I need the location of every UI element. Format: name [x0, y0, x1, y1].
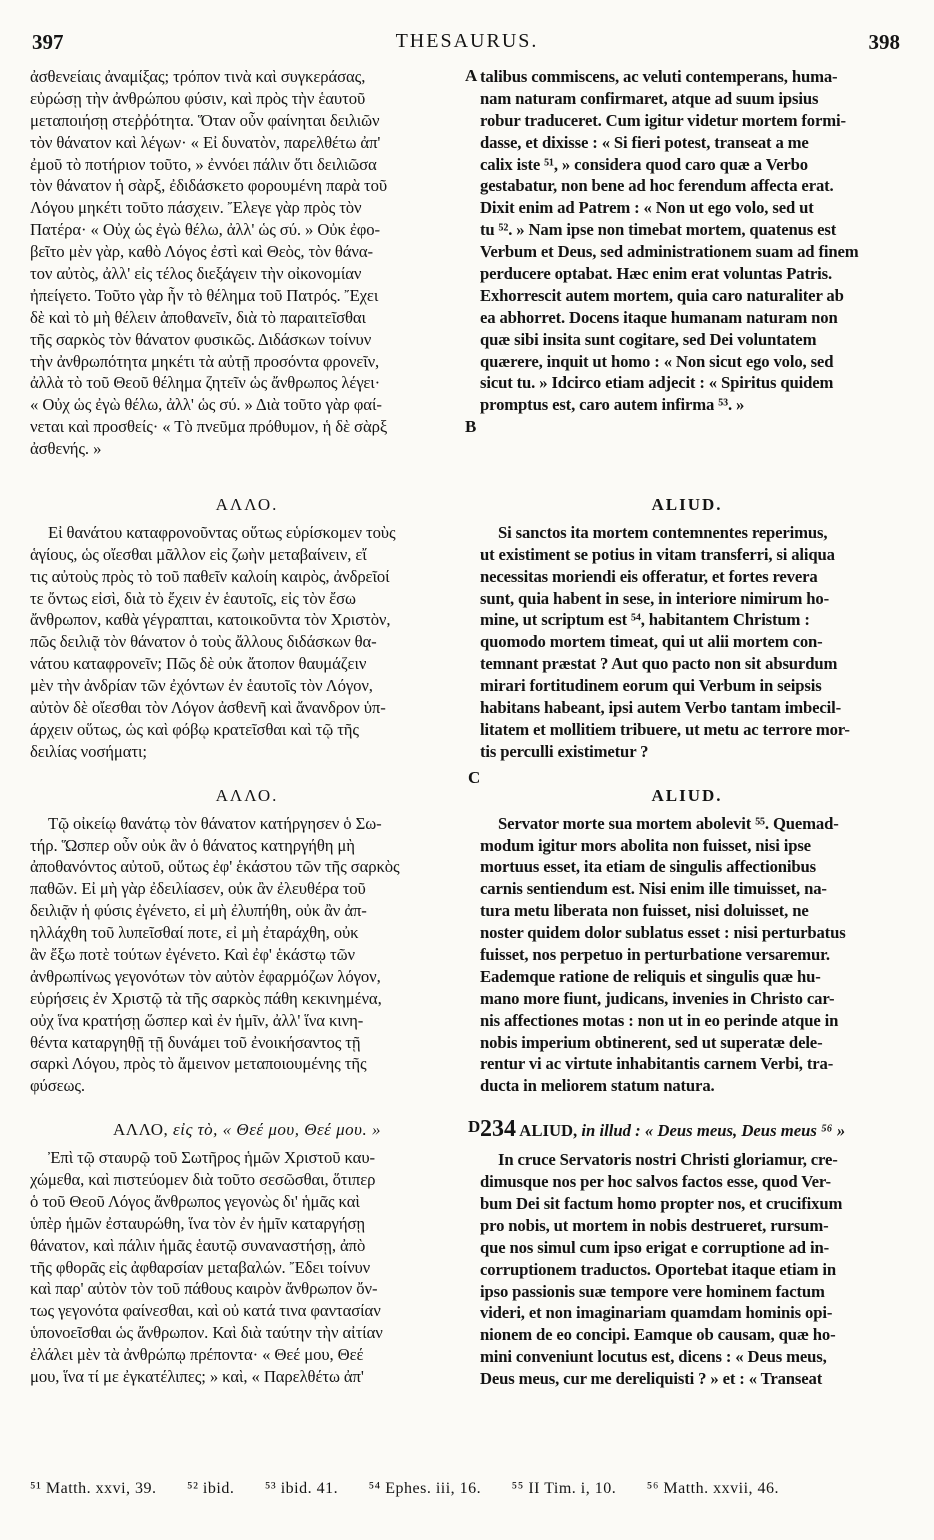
text-line: Servator morte sua mortem abolevit ⁵⁵. Quemad-: [498, 813, 839, 833]
text-line: temnant præstat ? Aut quo pacto non sit absurdum: [480, 654, 838, 674]
text-line: promptus est, caro autem infirma ⁵³. »: [480, 395, 745, 415]
text-line: τις αὐτοὺς πρὸς τὸ τοῦ παθεῖν καλοίη καιρὸς, ἀνδρεῖοί: [30, 566, 390, 586]
latin-section-1: [480, 522, 894, 763]
section-heading-latin-3: [480, 1116, 894, 1143]
text-line: ea abhorret. Docens itaque humanam naturam non: [480, 307, 838, 327]
text-line: θέντα καταργηθῇ τῇ δυνάμει τοῦ ἐνοικήσαντος τῇ: [30, 1032, 361, 1052]
text-line: ἀσθενείαις ἀναμίξας; τρόπον τινὰ καὶ συγκεράσας,: [30, 67, 366, 86]
text-line: μεταποιήσῃ στεῤῥότητα. Ὅταν οὖν φαίνηται δειλιῶν: [30, 110, 380, 130]
margin-marker-d: D: [468, 1117, 481, 1136]
text-line: mini conveniunt locutus est, dicens : « Deus meus,: [480, 1347, 827, 1367]
text-line: βεῖτο μὲν γὰρ, καθὸ Λόγος ἐστὶ καὶ Θεὸς, τὸν θάνα-: [30, 242, 373, 262]
text-line: calix iste ⁵¹, » considera quod caro quæ a Verbo: [480, 154, 808, 174]
text-line: ἀλλὰ τὸ τοῦ Θεοῦ θέλημα ζητεῖν ὡς ἄνθρωπος λέγει·: [30, 373, 381, 393]
heading-subtitle: in illud : « Deus meus, Deus meus ⁵⁶ »: [581, 1121, 846, 1141]
text-line: Τῷ οἰκείῳ θανάτῳ τὸν θάνατον κατήργησεν ὁ Σω-: [48, 813, 382, 833]
text-line: ὑπονοεῖσθαι ὡς ἄνθρωπον. Καὶ διὰ ταύτην τὴν αἰτίαν: [30, 1323, 383, 1343]
text-line: videri, et non imaginariam quamdam hominis opi-: [480, 1303, 833, 1323]
text-line: τὴν ἀνθρωπότητα μηκέτι τὰ αὐτῇ προσόντα φρονεῖν,: [30, 351, 380, 371]
text-line: sunt, quia habent in sese, in interiore nimirum ho-: [480, 588, 830, 608]
latin-intro: [480, 66, 894, 460]
section-heading-latin-1: ALIUD.: [651, 495, 723, 515]
text-line: δὲ καὶ τὸ μὴ θέλειν ἀποθανεῖν, διὰ τὸ παραιτεῖσθαι: [30, 307, 366, 327]
text-line: ut existiment se potius in vitam transferri, si aliqua: [480, 544, 835, 564]
text-line: ἐλάλει μὲν τὰ ἀνθρώπῳ πρέποντα· « Θεέ μου, Θεέ: [30, 1345, 364, 1365]
text-line: χώμεθα, καὶ πιστεύομεν διὰ τοῦτο σεσῶσθαι, ὅτιπερ: [30, 1169, 376, 1189]
text-line: perducere optabat. Hæc enim erat voluntas Patris.: [480, 264, 833, 284]
text-line: ἀσθενής. »: [30, 439, 102, 459]
text-line: tura metu liberata non fuisset, nisi doluisset, ne: [480, 901, 809, 921]
text-line: μου, ἵνα τί με ἐγκατέλιπες; » καὶ, « Παρελθέτω ἀπ': [30, 1366, 364, 1386]
page-header: [0, 30, 934, 64]
text-line: talibus commiscens, ac veluti contemperans, huma-: [480, 67, 838, 86]
text-line: τῆς σαρκὸς τὸν θάνατον φυσικῶς. Διδάσκων τοίνυν: [30, 329, 372, 349]
text-line: τον αὐτὸς, ἀλλ' εἰς τέλος διεξάγειν τὴν οἰκονομίαν: [30, 264, 362, 284]
footnote: ⁵³ ibid. 41.: [264, 1480, 339, 1497]
text-line: Deus meus, cur me dereliquisti ? » et : « Transeat: [480, 1369, 823, 1389]
margin-marker-b: B: [465, 417, 477, 436]
text-line: habitans habeant, ipsi autem Verbo tantam imbecil-: [480, 698, 842, 718]
running-title: THESAURUS.: [395, 30, 539, 52]
text-line: ἁγίους, ὡς οἴεσθαι μᾶλλον εἰς ζωὴν μεταβαίνειν, εἴ: [30, 544, 367, 564]
text-line: Εἰ θανάτου καταφρονοῦντας οὕτως εὑρίσκομεν τοὺς: [48, 522, 396, 542]
text-line: sicut tu. » Idcirco etiam adjecit : « Spiritus quidem: [480, 373, 834, 393]
text-line: quæ sibi insita sunt cogitare, sed Dei voluntatem: [480, 329, 817, 349]
text-line: καὶ παρ' αὐτὸν τὸν τοῦ πάθους καιρὸν ἄνθρωπον ὄν-: [30, 1279, 378, 1299]
text-line: δειλίας νοσήματι;: [30, 741, 147, 761]
text-line: pro nobis, ut mortem in nobis destrueret, rursum-: [480, 1215, 829, 1235]
text-line: tu ⁵². » Nam ipse non timebat mortem, quatenus est: [480, 220, 837, 240]
text-line: Si sanctos ita mortem contemnentes reperimus,: [498, 522, 828, 542]
text-line: εὑρήσεις ἐν Χριστῷ τὰ τῆς σαρκὸς πάθη κεκινημένα,: [30, 988, 382, 1008]
footnotes: [30, 1480, 910, 1498]
text-line: Dixit enim ad Patrem : « Non ut ego volo, sed ut: [480, 198, 814, 218]
text-line: noster quidem dolor sublatus esset : nisi perturbatus: [480, 923, 846, 943]
text-line: modum igitur mors abolita non fuisset, nisi ipse: [480, 835, 811, 855]
text-line-blank: [480, 438, 894, 460]
text-line: τῆς φθορᾶς εἰς ἀφθαρσίαν μεταβαλών. Ἔδει τοίνυν: [30, 1257, 371, 1277]
text-line: θάνατον, καὶ πάλιν ἡμᾶς ἑαυτῷ συναναστήσῃ, ἀπὸ: [30, 1235, 366, 1255]
text-line: τήρ. Ὥσπερ οὖν οὐκ ἂν ὁ θάνατος κατηργήθη μὴ: [30, 835, 355, 855]
footnote: ⁵⁵ II Tim. i, 10.: [511, 1480, 617, 1497]
section-number: 234: [480, 1116, 516, 1143]
text-line: αὐτὸν δὲ οἴεσθαι τὸν Λόγον ἀσθενῆ καὶ ἄνανδρον ὑπ-: [30, 698, 386, 718]
text-line: ἀποθανόντος αὐτοῦ, οὕτως ἐφ' ἑκάστου τῶν τῆς σαρκὸς: [30, 857, 400, 877]
text-line: νεται καὶ προσθείς· « Τὸ πνεῦμα πρόθυμον, ἡ δὲ σὰρξ: [30, 417, 388, 437]
text-line: Verbum et Deus, sed administrationem suam ad finem: [480, 242, 859, 262]
greek-column: [30, 66, 464, 1388]
heading-main: ALIUD,: [519, 1121, 578, 1141]
text-line: robur traduceret. Cum igitur videtur mortem formi-: [480, 110, 846, 130]
text-line: nionem de eo concipi. Eamque ob causam, quæ ho-: [480, 1325, 836, 1345]
margin-marker-a: A: [465, 66, 478, 85]
text-line: τὸν θάνατον καὶ λέγων· « Εἰ δυνατὸν, παρελθέτω ἀπ': [30, 132, 381, 152]
text-line: nis affectiones motas : non ut in eo perinde atque in: [480, 1010, 839, 1030]
heading-main: ΑΛΛΟ,: [113, 1120, 169, 1140]
text-line: νάτου καταφρονεῖν; Πῶς δὲ οὐκ ἄτοπον θαυμάζειν: [30, 654, 367, 674]
text-line: « Οὐχ ὡς ἐγὼ θέλω, ἀλλ' ὡς σύ. » Διὰ τοῦτο γὰρ φαί-: [30, 395, 382, 415]
text-line: πῶς δειλιᾷ τὸν θάνατον ὁ τοὺς ἄλλους διδάσκων θα-: [30, 632, 377, 652]
footnote: ⁵⁶ Matth. xxvii, 46.: [646, 1480, 780, 1497]
page-number-right: 398: [868, 30, 900, 54]
text-line: οὐχ ἵνα κρατήσῃ ὥσπερ καὶ ἐν ἡμῖν, ἀλλ' ἵνα κινη-: [30, 1010, 364, 1030]
footnote: ⁵⁴ Ephes. iii, 16.: [368, 1480, 482, 1497]
latin-section-2: [480, 813, 894, 1098]
text-line: εὐρώσῃ τὴν ἀνθρώπου φύσιν, καὶ πρὸς τὴν ἑαυτοῦ: [30, 88, 366, 108]
text-line: τε ὄντως εἰσὶ, διὰ τὸ ἔχειν ἐν ἑαυτοῖς, εἰς τὸν ἔσω: [30, 588, 356, 608]
text-line: ἀνθρωπίνως γεγονότων τὸν αὐτὸν ἐφαρμόζων λόγον,: [30, 966, 381, 986]
text-line: ducta in meliorem statum natura.: [480, 1076, 715, 1096]
text-line: φύσεως.: [30, 1076, 85, 1096]
text-line: δειλιᾷν ἡ φύσις ἐγένετο, εἰ μὴ ἐλυπήθη, οὐκ ἂν ἀπ-: [30, 901, 367, 921]
greek-section-1: [30, 522, 464, 763]
text-line: Ἐπὶ τῷ σταυρῷ τοῦ Σωτῆρος ἡμῶν Χριστοῦ καυ-: [48, 1148, 375, 1168]
text-line: άρχειν οὕτως, ὡς καὶ φόβῳ κρατεῖσθαι καὶ τῷ τῆς: [30, 719, 359, 739]
text-line: mortuus esset, ita etiam de singulis affectionibus: [480, 857, 816, 877]
footnote: ⁵² ibid.: [187, 1480, 235, 1497]
text-line: quomodo mortem timeat, qui ut alii mortem con-: [480, 632, 823, 652]
section-heading-latin-2: ALIUD.: [651, 785, 723, 805]
text-line: μὲν τὴν ἀνδρίαν τῶν ἐχόντων ἐν ἑαυτοῖς τὸν Λόγον,: [30, 676, 373, 696]
text-line: ipso passionis suæ tempore vere hominem factum: [480, 1281, 825, 1301]
text-line: ὑπὲρ ἡμῶν ἐσταυρώθη, ἵνα τὸν ἐν ἡμῖν καταργήσῃ: [30, 1213, 365, 1233]
text-line: litatem et mollitiem tribuere, ut metu ac terrore mor-: [480, 719, 850, 739]
text-line: carnis sentiendum est. Nisi enim ille timuisset, na-: [480, 879, 827, 899]
text-line: σαρκὶ Λόγου, πρὸς τὸ ἄμεινον μεταποιουμένης τῆς: [30, 1054, 367, 1074]
text-line: tis perculli existimetur ?: [480, 741, 649, 761]
heading-subtitle: εἰς τὸ, « Θεέ μου, Θεέ μου. »: [173, 1120, 381, 1140]
section-heading-greek-1: ΑΛΛΟ.: [215, 495, 279, 515]
text-line: Eademque ratione de reliquis et singulis quæ hu-: [480, 966, 821, 986]
text-line: τως γεγονότα φαίνεσθαι, καὶ οὐ κατά τινα φαντασίαν: [30, 1301, 381, 1321]
margin-marker-c: C: [468, 768, 481, 787]
text-line: ἠπείγετο. Τοῦτο γὰρ ἦν τὸ θέλημα τοῦ Πατρός. Ἔχει: [30, 285, 379, 305]
section-heading-greek-2: ΑΛΛΟ.: [215, 785, 279, 805]
text-line: ἐμοῦ τὸ ποτήριον τοῦτο, » ἐννόει πάλιν ὅτι δειλιῶσα: [30, 154, 377, 174]
text-line: fuisset, nos perpetuo in perturbatione versaremur.: [480, 944, 830, 964]
footnote: ⁵¹ Matth. xxvi, 39.: [30, 1480, 157, 1497]
text-line: Exhorrescit autem mortem, quia caro naturaliter ab: [480, 285, 844, 305]
text-line: ἂν ἔξω ποτὲ τούτων ἐγένετο. Καὶ ἐφ' ἑκάστῳ τῶν: [30, 944, 355, 964]
text-line: Πατέρα· « Οὐχ ὡς ἐγὼ θέλω, ἀλλ' ὡς σύ. » Οὐκ ἐφο-: [30, 220, 380, 240]
section-heading-greek-3: [30, 1119, 464, 1141]
text-line: corruptionem traductos. Oportebat itaque etiam in: [480, 1259, 837, 1279]
page-number-left: 397: [32, 30, 64, 54]
text-line: que nos simul cum ipso erigat e corruptione ad in-: [480, 1237, 829, 1257]
text-line: dimusque nos per hoc salvos factos esse, quod Ver-: [480, 1172, 831, 1192]
text-line: mano more fiunt, judicans, invenies in Christo car-: [480, 988, 835, 1008]
text-line-blank: [480, 416, 894, 438]
text-line: τὸν θάνατον ἡ σὰρξ, ἐδιδάσκετο φορουμένη παρὰ τοῦ: [30, 176, 388, 196]
text-line: mirari fortitudinem eorum qui Verbum in seipsis: [480, 676, 822, 696]
latin-column: [480, 66, 894, 1390]
text-line: mine, ut scriptum est ⁵⁴, habitantem Christum :: [480, 610, 810, 630]
greek-intro: [30, 66, 464, 460]
text-line: ὁ τοῦ Θεοῦ Λόγος ἄνθρωπος γεγονὼς δι' ἡμᾶς καὶ: [30, 1191, 360, 1211]
latin-section-3: [480, 1149, 894, 1390]
text-line: ἄνθρωπον, καθὰ γέγραπται, κατοικοῦντα τὸν Χριστὸν,: [30, 610, 391, 630]
text-line: rentur vi ac virtute inhabitantis carnem Verbi, tra-: [480, 1054, 834, 1074]
text-line: In cruce Servatoris nostri Christi gloriamur, cre-: [498, 1150, 838, 1170]
text-line: necessitas moriendi eis offeratur, et fortes revera: [480, 566, 818, 586]
text-line: Λόγου μηκέτι τοῦτο πάσχειν. Ἔλεγε γὰρ πρὸς τὸν: [30, 198, 362, 218]
text-line: quærere, inquit ut homo : « Non sicut ego volo, sed: [480, 351, 834, 371]
greek-section-3: [30, 1147, 464, 1388]
text-line: παθῶν. Εἰ μὴ γὰρ ἐδειλίασεν, οὐκ ἂν ἐλευθέρα τοῦ: [30, 879, 366, 899]
text-line: bum Dei sit factum homo propter nos, et crucifixum: [480, 1193, 843, 1213]
text-line: gestabatur, non bene ad hoc ferendum affecta erat.: [480, 176, 834, 196]
text-line: dasse, et dixisse : « Si fieri potest, transeat a me: [480, 132, 809, 152]
text-line: nobis imperium obtinerent, sed ut superatæ dele-: [480, 1032, 823, 1052]
greek-section-2: [30, 813, 464, 1098]
text-line: ηλλάχθη τοῦ λυπεῖσθαί ποτε, εἰ μὴ ἐταράχθη, οὐκ: [30, 923, 359, 943]
text-line: nam naturam confirmaret, atque ad suum ipsius: [480, 88, 819, 108]
